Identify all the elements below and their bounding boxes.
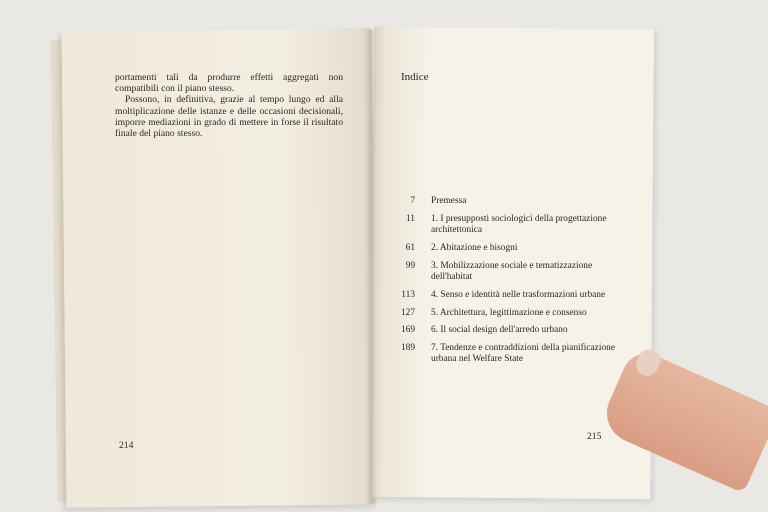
toc-entry [388, 343, 623, 365]
left-page-number: 214 [119, 440, 134, 451]
toc-entry-page: 7 [410, 196, 415, 206]
toc-heading: Indice [401, 71, 429, 83]
toc-entry-title: Premessa [431, 196, 467, 206]
toc-entry [388, 196, 623, 207]
toc-entry-page: 189 [400, 343, 415, 354]
left-paragraph-1: portamenti tali da produrre effetti aggregati non compatibili con il piano stesso. [115, 72, 343, 95]
toc-entry-page: 127 [400, 307, 415, 318]
toc-entry [388, 261, 623, 283]
toc-entry-title: 4. Senso e identità nelle trasformazioni urbane [431, 289, 606, 300]
left-paragraph-2: Possono, in definitiva, grazie al tempo lungo ed alla moltiplicazione delle istanze e delle occasioni decisionali, imporre mediazioni in grado di mettere in forse il risultato finale del piano stesso. [115, 94, 343, 140]
toc-entry-title: 7. Tendenze e contraddizioni della pianificazione urbana nel Welfare State [431, 343, 615, 364]
toc-entry-title: 2. Abitazione e bisogni [431, 243, 518, 254]
toc-entry-title: 3. Mobilizzazione sociale e tematizzazione dell'habitat [431, 261, 593, 282]
toc-entry-title: 1. I presupposti sociologici della progettazione architettonica [431, 213, 607, 235]
toc-entry-page: 61 [405, 243, 415, 254]
toc-entry-title: 6. Il social design dell'arredo urbano [431, 325, 568, 336]
toc-entry-title: 5. Architettura, legittimazione e consenso [431, 307, 587, 318]
toc-entry [388, 290, 623, 301]
table-of-contents [388, 196, 623, 365]
toc-entry-page: 11 [405, 213, 415, 224]
toc-entry [388, 325, 623, 336]
toc-entry [388, 214, 623, 236]
left-page-body [115, 72, 343, 139]
right-page-number: 215 [587, 431, 602, 442]
toc-entry [388, 308, 623, 319]
toc-entry-page: 169 [400, 325, 415, 336]
toc-entry-page: 99 [405, 261, 415, 272]
book-gutter [366, 30, 376, 504]
toc-entry [388, 243, 623, 254]
toc-entry-page: 113 [401, 289, 415, 300]
